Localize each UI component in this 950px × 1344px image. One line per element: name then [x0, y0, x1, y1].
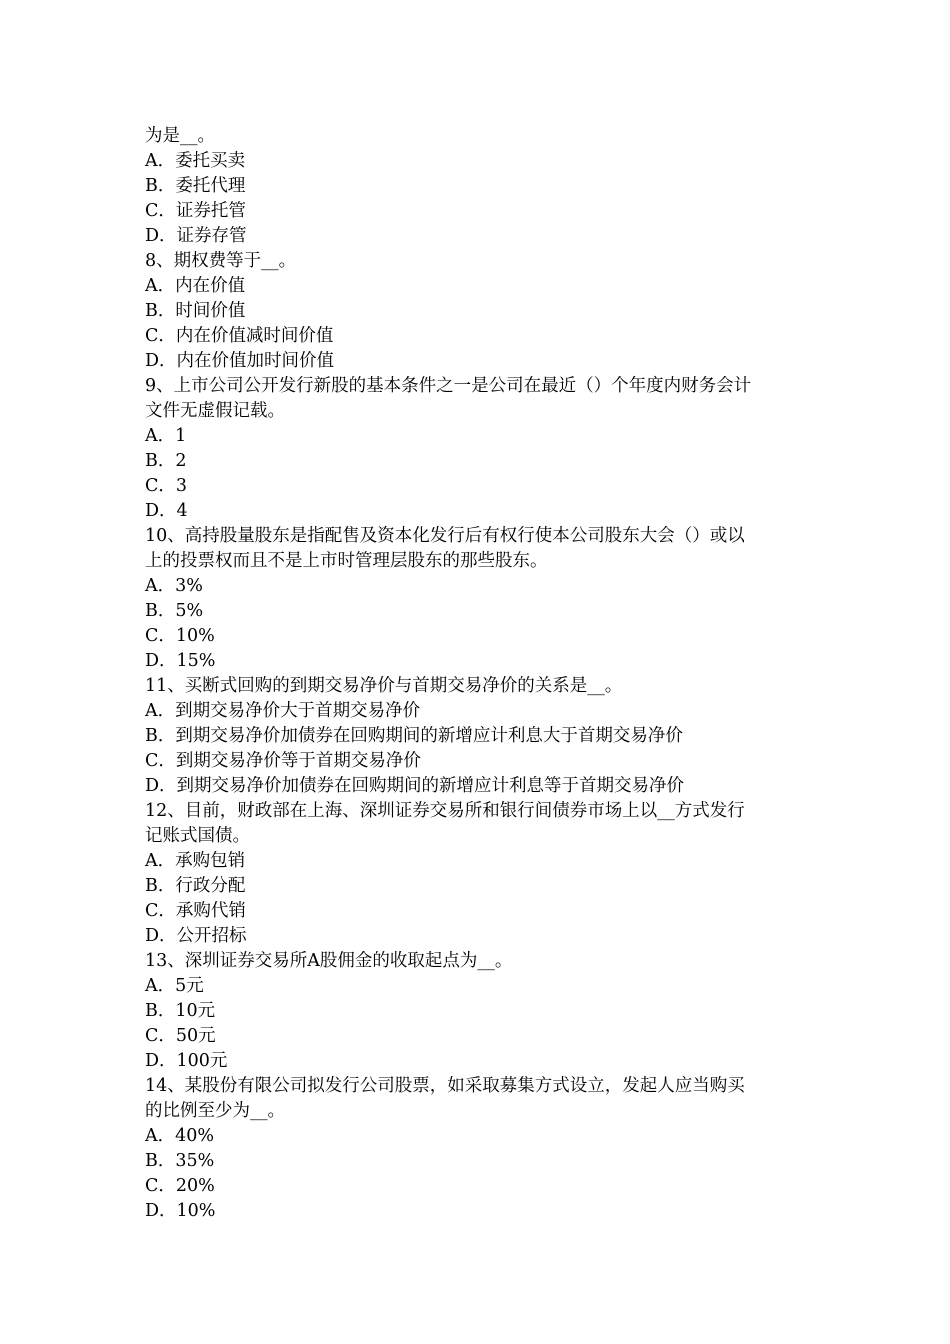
question-line: 上的投票权而且不是上市时管理层股东的那些股东。 [145, 551, 548, 571]
option-line: B．35% [145, 1151, 215, 1171]
question-line: 8、期权费等于__。 [145, 251, 297, 271]
option-line: B．行政分配 [145, 876, 246, 896]
option-line: C．承购代销 [145, 901, 246, 921]
option-line: A．5元 [145, 976, 204, 996]
option-line: D．公开招标 [145, 926, 247, 946]
text-line: 为是__。 [145, 126, 215, 146]
question-line: 12、目前，财政部在上海、深圳证券交易所和银行间债券市场上以__方式发行 [145, 801, 745, 821]
option-line: B．10元 [145, 1001, 216, 1021]
document-page [145, 124, 815, 1224]
option-line: D．100元 [145, 1051, 228, 1071]
question-line: 文件无虚假记载。 [145, 401, 285, 421]
option-line: A．1 [145, 426, 187, 446]
option-line: A．承购包销 [145, 851, 246, 871]
option-line: B．委托代理 [145, 176, 246, 196]
question-line: 9、上市公司公开发行新股的基本条件之一是公司在最近（）个年度内财务会计 [145, 376, 752, 396]
option-line: B．5% [145, 601, 204, 621]
question-line: 的比例至少为__。 [145, 1101, 285, 1121]
option-line: D．到期交易净价加债券在回购期间的新增应计利息等于首期交易净价 [145, 776, 685, 796]
option-line: C．10% [145, 626, 215, 646]
option-line: D．10% [145, 1201, 216, 1221]
option-line: A．委托买卖 [145, 151, 246, 171]
option-line: A．3% [145, 576, 203, 596]
option-line: A．到期交易净价大于首期交易净价 [145, 701, 421, 721]
option-line: C．3 [145, 476, 188, 496]
option-line: C．内在价值减时间价值 [145, 326, 334, 346]
option-line: C．50元 [145, 1026, 216, 1046]
option-line: C．20% [145, 1176, 215, 1196]
option-line: B．到期交易净价加债券在回购期间的新增应计利息大于首期交易净价 [145, 726, 683, 746]
question-line: 记账式国债。 [145, 826, 250, 846]
question-line: 10、高持股量股东是指配售及资本化发行后有权行使本公司股东大会（）或以 [145, 526, 745, 546]
question-line: 14、某股份有限公司拟发行公司股票，如采取募集方式设立，发起人应当购买 [145, 1076, 745, 1096]
question-line: 11、买断式回购的到期交易净价与首期交易净价的关系是__。 [145, 676, 623, 696]
option-line: C．证券托管 [145, 201, 246, 221]
option-line: A．内在价值 [145, 276, 246, 296]
option-line: B．2 [145, 451, 187, 471]
option-line: C．到期交易净价等于首期交易净价 [145, 751, 421, 771]
option-line: B．时间价值 [145, 301, 246, 321]
option-line: D．内在价值加时间价值 [145, 351, 335, 371]
question-line: 13、深圳证券交易所A股佣金的收取起点为__。 [145, 951, 513, 971]
option-line: D．证券存管 [145, 226, 247, 246]
option-line: D．4 [145, 501, 188, 521]
option-line: A．40% [145, 1126, 215, 1146]
option-line: D．15% [145, 651, 216, 671]
